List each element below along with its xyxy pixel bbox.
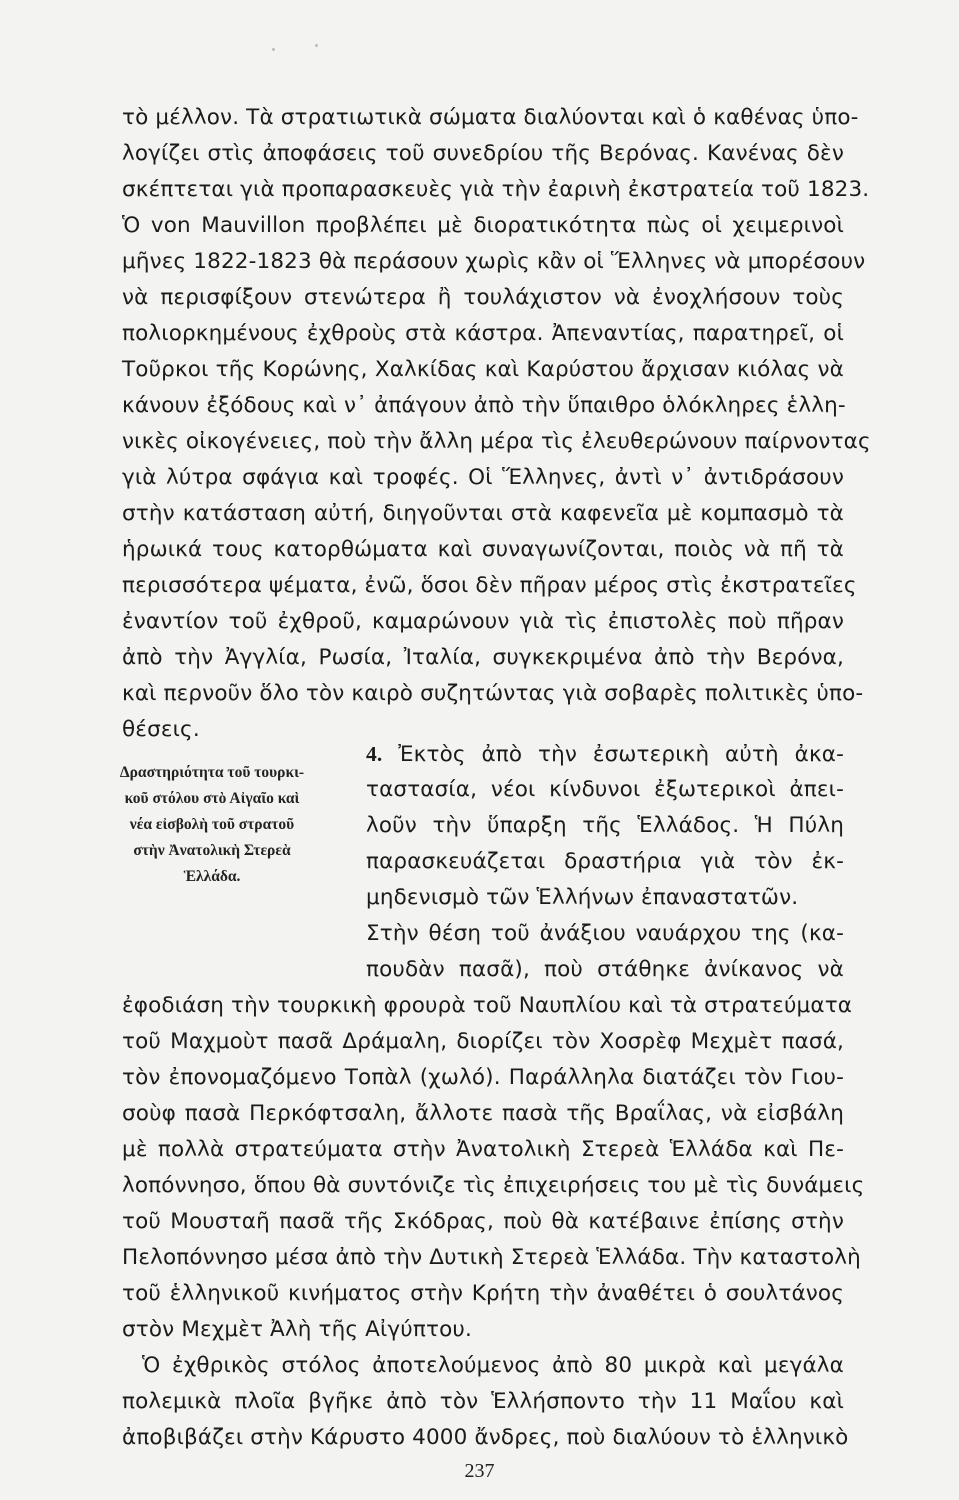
text-line: Στὴν θέση τοῦ ἀνάξιου ναυάρχου της (κα- — [366, 921, 844, 946]
marginal-heading — [82, 760, 342, 890]
text-line: Ὁ ἐχθρικὸς στόλος ἀποτελούμενος ἀπὸ 80 μικρὰ καὶ μεγάλα — [142, 1353, 844, 1378]
text-line: σκέπτεται γιὰ προπαρασκευὲς γιὰ τὴν ἐαρινὴ ἐκστρατεία τοῦ 1823. — [122, 177, 870, 202]
text-line: στὴν κατάσταση αὐτή, διηγοῦνται στὰ καφενεῖα μὲ κομπασμὸ τὰ — [122, 501, 844, 526]
marginal-heading-line: κοῦ στόλου στὸ Αἰγαῖο καὶ — [124, 790, 300, 807]
scan-speck — [272, 48, 275, 51]
text-line: περισσότερα ψέματα, ἐνῶ, ὅσοι δὲν πῆραν μέρος στὶς ἐκστρατεῖες — [122, 573, 857, 598]
section-number: 4. — [366, 742, 383, 766]
marginal-heading-line: νέα εἰσβολὴ τοῦ στρατοῦ — [129, 816, 295, 833]
text-line: πολιορκημένους ἐχθροὺς στὰ κάστρα. Ἀπεναντίας, παρατηρεῖ, οἱ — [122, 321, 844, 346]
text-line: γιὰ λύτρα σφάγια καὶ τροφές. Οἱ Ἕλληνες, ἀντὶ ν᾽ ἀντιδράσουν — [122, 465, 844, 490]
text-line: νικὲς οἰκογένειες, ποὺ τὴν ἄλλη μέρα τὶς ἐλευθερώνουν παίρνοντας — [122, 429, 871, 454]
text-line: λογίζει στὶς ἀποφάσεις τοῦ συνεδρίου τῆς Βερόνας. Κανένας δὲν — [122, 141, 844, 166]
text-line: λοῦν τὴν ὕπαρξη τῆς Ἑλλάδος. Ἡ Πύλη — [366, 813, 844, 838]
text-line: νὰ περισφίξουν στενώτερα ἢ τουλάχιστον νὰ ἐνοχλήσουν τοὺς — [122, 285, 844, 310]
text-line: ἐναντίον τοῦ ἐχθροῦ, καμαρώνουν γιὰ τὶς ἐπιστολὲς ποὺ πῆραν — [122, 609, 844, 634]
text-line: πουδὰν πασᾶ), ποὺ στάθηκε ἀνίκανος νὰ — [366, 957, 844, 982]
text-line: κάνουν ἐξόδους καὶ ν᾽ ἀπάγουν ἀπὸ τὴν ὕπαιθρο ὁλόκληρες ἑλλη- — [122, 393, 846, 418]
text-line: 4. Ἐκτὸς ἀπὸ τὴν ἐσωτερικὴ αὐτὴ ἀκα- — [366, 742, 845, 767]
text-line: θέσεις. — [122, 717, 200, 742]
text-line: ἐφοδιάση τὴν τουρκικὴ φρουρὰ τοῦ Ναυπλίου καὶ τὰ στρατεύματα — [122, 993, 853, 1018]
marginal-heading-line: Δραστηριότητα τοῦ τουρκι- — [119, 764, 305, 781]
text-line: ἀπὸ τὴν Ἀγγλία, Ρωσία, Ἰταλία, συγκεκριμένα ἀπὸ τὴν Βερόνα, — [122, 645, 844, 670]
scan-speck — [315, 44, 318, 47]
text-line: στὸν Μεχμὲτ Ἀλὴ τῆς Αἰγύπτου. — [122, 1317, 472, 1342]
marginal-heading-line: Ἑλλάδα. — [183, 868, 241, 885]
text-line: ἀποβιβάζει στὴν Κάρυστο 4000 ἄνδρες, ποὺ διαλύουν τὸ ἑλληνικὸ — [122, 1425, 849, 1450]
text-line: τοῦ ἑλληνικοῦ κινήματος στὴν Κρήτη τὴν ἀναθέτει ὁ σουλτάνος — [122, 1281, 844, 1306]
text-line: παρασκευάζεται δραστήρια γιὰ τὸν ἐκ- — [366, 849, 844, 874]
page-number: 237 — [464, 1460, 495, 1482]
text-line: ἡρωικά τους κατορθώματα καὶ συναγωνίζονται, ποιὸς νὰ πῆ τὰ — [122, 537, 844, 562]
text-line: τὸν ἐπονομαζόμενο Τοπὰλ (χωλό). Παράλληλα διατάζει τὸν Γιου- — [122, 1065, 844, 1090]
text-line: Τοῦρκοι τῆς Κορώνης, Χαλκίδας καὶ Καρύστου ἄρχισαν κιόλας νὰ — [122, 357, 844, 382]
text-line: πολεμικὰ πλοῖα βγῆκε ἀπὸ τὸν Ἑλλήσποντο τὴν 11 Μαΐου καὶ — [122, 1389, 844, 1414]
text-line: τοῦ Μουσταῆ πασᾶ τῆς Σκόδρας, ποὺ θὰ κατέβαινε ἐπίσης στὴν — [122, 1209, 844, 1234]
text-line: μηδενισμὸ τῶν Ἑλλήνων ἐπαναστατῶν. — [366, 885, 799, 910]
text-line: τοῦ Μαχμοὺτ πασᾶ Δράμαλη, διορίζει τὸν Χοσρὲφ Μεχμὲτ πασά, — [122, 1029, 844, 1054]
text-line: μὲ πολλὰ στρατεύματα στὴν Ἀνατολικὴ Στερεὰ Ἑλλάδα καὶ Πε- — [122, 1137, 844, 1162]
text-line: μῆνες 1822-1823 θὰ περάσουν χωρὶς κἂν οἱ Ἕλληνες νὰ μπορέσουν — [122, 249, 866, 274]
text-line: Ὁ von Mauvillon προβλέπει μὲ διορατικότητα πὼς οἱ χειμερινοὶ — [122, 213, 844, 238]
marginal-heading-line: στὴν Ἀνατολικὴ Στερεὰ — [133, 842, 291, 859]
text-line: ταστασία, νέοι κίνδυνοι ἐξωτερικοὶ ἀπει- — [366, 777, 844, 802]
text-line: Πελοπόννησο μέσα ἀπὸ τὴν Δυτικὴ Στερεὰ Ἑλλάδα. Τὴν καταστολὴ — [122, 1245, 861, 1270]
text-line: λοπόννησο, ὅπου θὰ συντόνιζε τὶς ἐπιχειρήσεις του μὲ τὶς δυνάμεις — [122, 1173, 865, 1198]
text-line: καὶ περνοῦν ὅλο τὸν καιρὸ συζητώντας γιὰ σοβαρὲς πολιτικὲς ὑπο- — [122, 681, 864, 706]
text-line: σοὺφ πασὰ Περκόφτσαλη, ἄλλοτε πασὰ τῆς Βραΐλας, νὰ εἰσβάλη — [122, 1101, 844, 1126]
text-line: τὸ μέλλον. Τὰ στρατιωτικὰ σώματα διαλύονται καὶ ὁ καθένας ὑπο- — [122, 105, 859, 130]
